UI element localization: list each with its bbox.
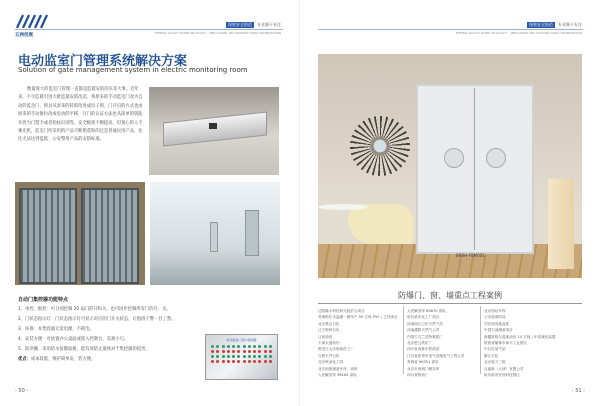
case-item: 北京市西城门储存库	[407, 366, 440, 371]
indicator-led	[211, 360, 214, 363]
indicator-led	[248, 350, 251, 353]
case-item: 北京炼油化工园	[318, 360, 344, 365]
case-item: 河南商丘卫东天然气站	[407, 321, 443, 326]
blast-door-photo	[318, 54, 582, 278]
indicator-led	[248, 360, 251, 363]
case-item: 镇江石化	[484, 353, 499, 358]
cases-column-3	[484, 308, 555, 378]
case-item: 北京航天三院	[484, 360, 506, 365]
indicator-led	[253, 360, 256, 363]
feature-item: 5、防洪溅：采用防水按键面板，能有效防止液体对于集控器的侵害。	[18, 347, 150, 352]
page-number: - 51 -	[571, 388, 585, 394]
case-item: 陕西省榆林市神木工业园区	[484, 341, 528, 346]
indicator-led	[253, 345, 256, 348]
case-item: 哈尔滨市民营科技园区	[484, 373, 520, 378]
header-tag: 保密安全防范	[228, 22, 252, 27]
indicator-led	[264, 350, 267, 353]
cases-title: 防爆门、窗、墙重点工程案例	[398, 291, 502, 300]
indicator-led	[253, 355, 256, 358]
indicator-led	[258, 345, 261, 348]
indicator-led	[243, 350, 246, 353]
indicator-led	[222, 350, 225, 353]
case-item: 哈尔滨市化工厂项目	[407, 315, 440, 320]
page-number: - 50 -	[15, 388, 29, 394]
indicator-led	[232, 350, 235, 353]
indicator-led	[237, 345, 240, 348]
case-item: 辽河油田	[318, 334, 333, 339]
corridor-photo	[150, 182, 280, 285]
cases-column-2	[407, 308, 465, 378]
right-page	[300, 0, 600, 406]
case-item: 人民解放军 63870 部队	[407, 309, 446, 313]
feature-item: 3、环保：本集控器无需电源，不耗电。	[18, 327, 94, 332]
indicator-led	[243, 345, 246, 348]
indicator-led	[243, 355, 246, 358]
indicator-led	[237, 350, 240, 353]
intro-paragraph: 数量庞大的监室门管理一直都是监狱安防的头等大事。近年来，不少监狱引进大批监狱安防改造，将原来的手动监室门改为自动的监舍门，锁具从原来的转锁改进成电子锁，门开启的方式也由原来的手动推拉改成电动的平移，开门的认证方法也从简单的钥匙开放为门禁卡或者指纹识别等。安全级别不断提高，但预心的人不乘先机，监室门所采用的产品不断堕落和的还是普通民用产品，往往无法达到监狱、公安警用产品的安防标准。	[18, 87, 143, 143]
features-list	[18, 305, 218, 365]
page-subtitle: Solution of gate management system in electric monitoring room	[18, 66, 248, 74]
case-item: 辽宁锦州石化	[318, 328, 340, 333]
indicator-led	[216, 350, 219, 353]
case-item: 人民解放军 96164 部队	[318, 373, 357, 378]
indicator-led	[227, 355, 230, 358]
case-item: 北京密云铁矿厂	[407, 341, 433, 346]
indicator-led	[248, 345, 251, 348]
panel-label: 电动监室门集中控制器	[226, 338, 257, 342]
indicator-led	[216, 355, 219, 358]
indicator-led	[237, 360, 240, 363]
indicator-led	[269, 345, 272, 348]
case-item: 中国石油储备项目	[484, 328, 513, 333]
indicator-led	[264, 360, 267, 363]
indicator-led	[211, 355, 214, 358]
indicator-led	[258, 355, 261, 358]
indicator-led	[216, 360, 219, 363]
control-panel-photo	[205, 334, 278, 380]
advantage-label: 优点：	[18, 357, 31, 362]
indicator-led	[222, 360, 225, 363]
header-slogan: 专业源于专注	[558, 22, 582, 27]
feature-item: 2、门状态指示灯：门状态指示灯可显示对应的门开关状态，让值班干警一目了然。	[18, 317, 176, 322]
case-item: 北京西苑储备车库、油库	[318, 366, 358, 371]
indicator-led	[253, 350, 256, 353]
indicator-led	[258, 360, 261, 363]
advantage-text: 成本较低、维护简单安、装方便。	[30, 357, 96, 362]
indicator-led	[232, 355, 235, 358]
indicator-led	[269, 350, 272, 353]
indicator-led	[211, 350, 214, 353]
indicator-led	[237, 355, 240, 358]
features-title: 自动门集控器功能特点	[18, 297, 69, 303]
indicator-led	[258, 350, 261, 353]
sunburst-mirror	[350, 116, 410, 176]
indicator-led	[264, 355, 267, 358]
case-item: 天津大港油田	[318, 341, 340, 346]
company-logo	[15, 13, 48, 38]
case-item: 公安部消防局	[484, 315, 506, 320]
double-blast-door	[416, 84, 534, 254]
cases-column-1	[318, 308, 398, 378]
indicator-led	[243, 360, 246, 363]
case-item: 中石化加气站	[484, 347, 506, 352]
indicator-led	[232, 360, 235, 363]
indicator-led	[248, 355, 251, 358]
control-box-photo	[149, 87, 279, 175]
case-item: 江苏省如皋市电气设施电气工程公司	[407, 353, 465, 358]
indicator-led	[227, 350, 230, 353]
case-item: 司法部用地监狱	[484, 321, 510, 326]
header-tagline: ETERNAL QUALITY BASED ON QUALITY · SPECIALIZING AND GROWING FROM CONCENTRATION	[155, 32, 281, 35]
case-item: 青海格尔木盐湖一期年产 50 万吨 PVC / 乙炔项目	[318, 315, 398, 320]
indicator-led	[269, 355, 272, 358]
side-table	[318, 204, 368, 210]
case-item: 百盛新（天津）有限公司	[484, 366, 524, 371]
lamp	[548, 179, 574, 269]
case-item: 黑龙江大庆炼油化工厂	[318, 347, 354, 352]
indicator-led	[227, 345, 230, 348]
case-item: 内蒙古乌兰浩特氮肥厂	[407, 334, 443, 339]
case-item: 四川省炼油厂	[407, 373, 429, 378]
feature-item: 4、安装方便：可放置办公桌面或嵌入控制台，美观小巧。	[18, 337, 129, 342]
header-slogan: 专业源于专注	[257, 22, 281, 27]
case-item: 青海省 96351 部队	[407, 360, 439, 365]
indicator-led	[222, 355, 225, 358]
header-tagline: ETERNAL QUALITY BASED ON QUALITY · SPECIALIZING AND GROWING FROM CONCENTRATION	[456, 32, 582, 35]
door-handwheel-icon	[444, 148, 464, 168]
logo-mark-icon	[15, 14, 48, 28]
indicator-led	[269, 360, 272, 363]
indicator-led	[216, 345, 219, 348]
security-gate-photo	[15, 182, 145, 285]
indicator-led	[232, 345, 235, 348]
indicator-led	[222, 345, 225, 348]
indicator-led	[264, 345, 267, 348]
indicator-led	[227, 360, 230, 363]
door-handwheel-icon	[486, 148, 506, 168]
case-item: 北京燕山石化	[318, 321, 340, 326]
case-item: 北京西站车库	[484, 309, 506, 313]
case-item: 沈阳隆丰科技研究院矿山项目	[318, 309, 365, 313]
case-item: 新疆准格尔盆地油田 14 万吨 / 年常减压装置	[484, 334, 556, 339]
indicator-led	[211, 345, 214, 348]
case-item: 河南濮阳天然气公司	[407, 328, 440, 333]
page-title: 电动监室门管理系统解决方案	[18, 54, 188, 69]
armchair	[348, 204, 413, 244]
case-item: 四川省成都市铁道部	[407, 347, 440, 352]
header-tag: 保密安全防范	[529, 22, 553, 27]
product-code: BRXH-FBM001	[456, 253, 485, 258]
feature-item: 1、单控、群控：可分别控制 20 扇门的开和关，也可同步控制所有门的开、关。	[18, 307, 171, 312]
logo-text: 五洲创展	[15, 33, 33, 38]
case-item: 乌鲁木齐石化	[318, 353, 340, 358]
